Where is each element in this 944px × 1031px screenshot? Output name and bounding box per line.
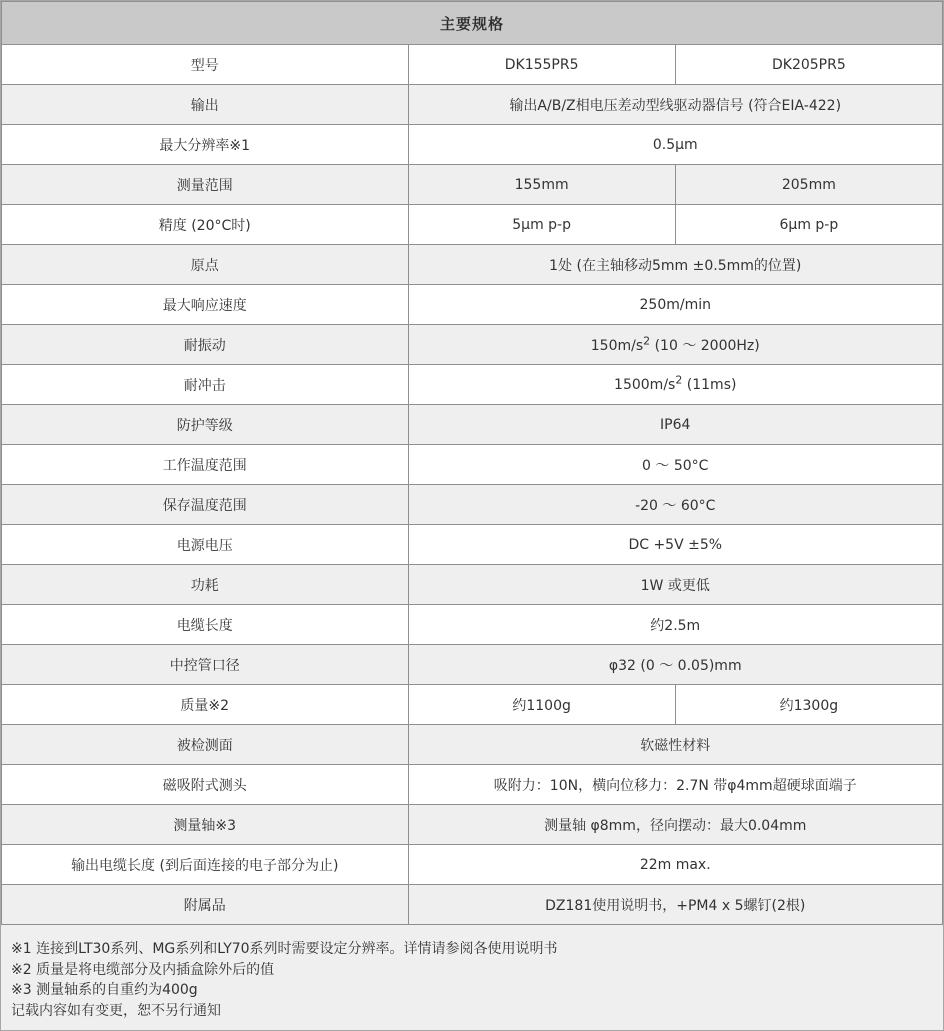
spec-label: 功耗 [2,565,409,605]
spec-value: DK155PR5 [408,45,675,85]
spec-label: 中控管口径 [2,645,409,685]
spec-row [2,685,943,725]
spec-value: 1W 或更低 [408,565,943,605]
spec-label: 电源电压 [2,525,409,565]
spec-value: 155mm [408,165,675,205]
spec-value: 1处 (在主轴移动5mm ±0.5mm的位置) [408,245,943,285]
spec-row [2,285,943,325]
spec-value: 约2.5m [408,605,943,645]
spec-value: 5μm p-p [408,205,675,245]
spec-value: DC +5V ±5% [408,525,943,565]
spec-label: 保存温度范围 [2,485,409,525]
spec-row [2,365,943,405]
spec-value: 6μm p-p [675,205,942,245]
spec-value: DK205PR5 [675,45,942,85]
spec-row [2,405,943,445]
spec-label: 最大分辨率※1 [2,125,409,165]
spec-row [2,525,943,565]
spec-row [2,805,943,845]
spec-value: 0 ～ 50°C [408,445,943,485]
spec-value: 输出A/B/Z相电压差动型线驱动器信号 (符合EIA-422) [408,85,943,125]
spec-label: 测量轴※3 [2,805,409,845]
spec-value: -20 ～ 60°C [408,485,943,525]
footnotes [1,925,943,1021]
spec-label: 耐振动 [2,325,409,365]
spec-label: 附属品 [2,885,409,925]
spec-row [2,725,943,765]
spec-table [1,1,943,925]
spec-value: IP64 [408,405,943,445]
spec-value: 吸附力：10N，横向位移力：2.7N 带φ4mm超硬球面端子 [408,765,943,805]
spec-row [2,205,943,245]
spec-label: 测量范围 [2,165,409,205]
spec-label: 原点 [2,245,409,285]
spec-row [2,45,943,85]
spec-row [2,445,943,485]
spec-row [2,325,943,365]
spec-row [2,245,943,285]
spec-label: 被检测面 [2,725,409,765]
spec-value: 软磁性材料 [408,725,943,765]
spec-value: $1500m/s^2$ (11ms) [408,365,943,405]
spec-value: 约1100g [408,685,675,725]
spec-row [2,645,943,685]
footnote-line-4: 记载内容如有变更，恕不另行通知 [11,1002,221,1019]
spec-label: 最大响应速度 [2,285,409,325]
spec-table-body [2,45,943,925]
footnote-line-2: ※2 质量是将电缆部分及内插盒除外后的值 [11,961,275,978]
spec-value: 约1300g [675,685,942,725]
spec-label: 防护等级 [2,405,409,445]
spec-label: 工作温度范围 [2,445,409,485]
spec-row [2,845,943,885]
spec-row [2,605,943,645]
spec-label: 输出 [2,85,409,125]
spec-label: 型号 [2,45,409,85]
spec-value: 205mm [675,165,942,205]
spec-table-title: 主要规格 [2,2,943,45]
spec-label: 电缆长度 [2,605,409,645]
spec-value: $150m/s^2$ (10 ～ 2000Hz) [408,325,943,365]
spec-value: 22m max. [408,845,943,885]
footnote-line-1: ※1 连接到LT30系列、MG系列和LY70系列时需要设定分辨率。详情请参阅各使用说明书 [11,941,558,957]
spec-value: φ32 (0 ～ 0.05)mm [408,645,943,685]
spec-row [2,765,943,805]
spec-value: DZ181使用说明书，+PM4 x 5螺钉(2根) [408,885,943,925]
spec-value: 测量轴 φ8mm，径向摆动：最大0.04mm [408,805,943,845]
spec-label: 耐冲击 [2,365,409,405]
spec-label: 质量※2 [2,685,409,725]
spec-row [2,165,943,205]
spec-row [2,125,943,165]
spec-label: 精度 (20°C时) [2,205,409,245]
spec-table-title-row [2,2,943,45]
spec-row [2,885,943,925]
superscript: 2 [675,372,683,386]
spec-label: 输出电缆长度 (到后面连接的电子部分为止) [2,845,409,885]
spec-row [2,85,943,125]
spec-row [2,485,943,525]
spec-label: 磁吸附式测头 [2,765,409,805]
footnote-line-3: ※3 测量轴系的自重约为400g [11,982,198,998]
spec-value: 250m/min [408,285,943,325]
spec-row [2,565,943,605]
superscript: 2 [643,333,651,347]
spec-value: 0.5μm [408,125,943,165]
